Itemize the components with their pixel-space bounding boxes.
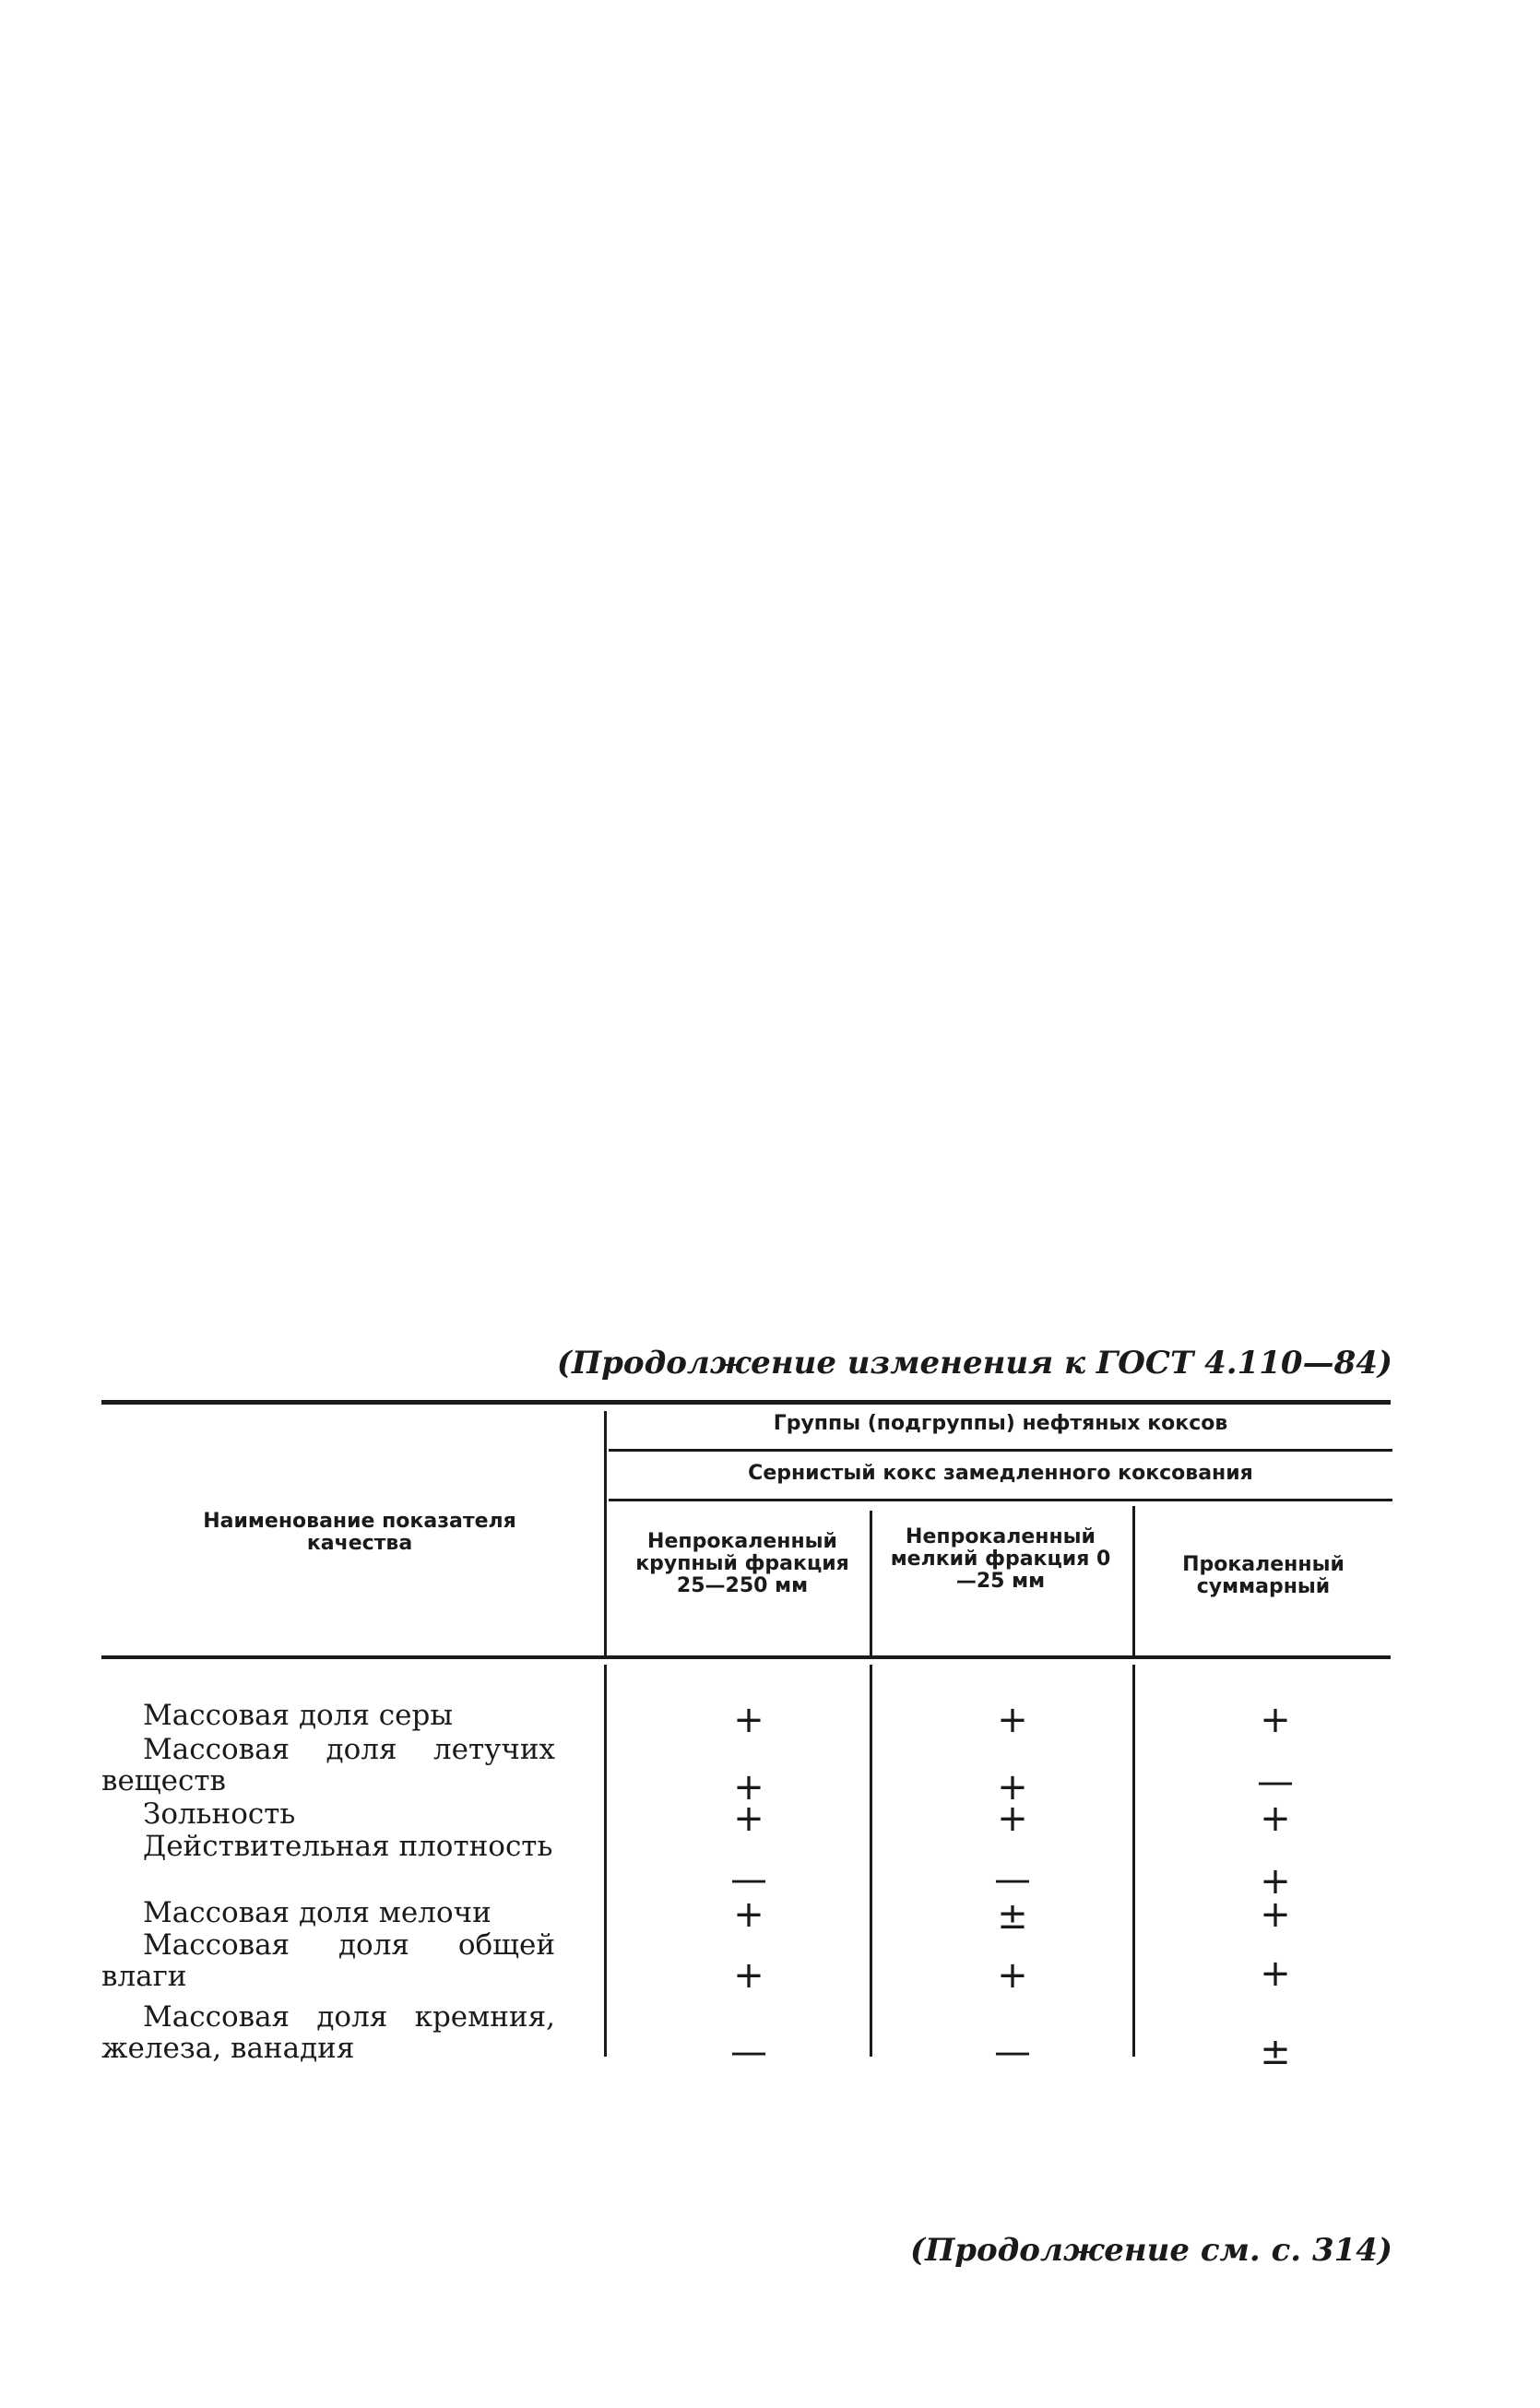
mark-r5-c2: + <box>1260 1952 1291 1995</box>
row-label-metals: Массовая доля кремния, железа, ванадия <box>101 2000 555 2065</box>
mark-r6-c0: — <box>730 2031 767 2073</box>
mark-r0-c2: + <box>1260 1699 1291 1741</box>
mark-r6-c1: — <box>994 2031 1031 2073</box>
mark-r0-c0: + <box>733 1699 764 1741</box>
mark-r1-c1: + <box>997 1766 1028 1809</box>
mark-r3-c1: — <box>994 1858 1031 1901</box>
table-top-rule <box>101 1400 1391 1405</box>
col1-header: Непрокаленный крупный фракция 25—250 мм <box>635 1530 849 1597</box>
mark-r0-c1: + <box>997 1699 1028 1741</box>
row-label-fines: Массовая доля мелочи <box>143 1896 492 1929</box>
mark-r1-c0: + <box>733 1766 764 1809</box>
row-label-moisture: Массовая доля общей влаги <box>101 1928 555 1993</box>
header-bottom-rule <box>101 1655 1391 1659</box>
mark-r4-c0: + <box>733 1893 764 1936</box>
body-col-divider-1 <box>870 1665 872 2057</box>
mark-r2-c2: + <box>1260 1797 1291 1840</box>
col0-header: Наименование показателя качества <box>203 1510 516 1555</box>
mark-r4-c1: ± <box>997 1895 1028 1938</box>
col3-header: Прокаленный суммарный <box>1182 1553 1345 1598</box>
col-divider-0 <box>604 1411 607 1655</box>
continuation-header: (Продолжение изменения к ГОСТ 4.110—84) <box>556 1345 1392 1382</box>
continuation-footer: (Продолжение см. с. 314) <box>910 2232 1392 2269</box>
group-header-rule <box>609 1449 1392 1452</box>
col-divider-1 <box>870 1511 872 1655</box>
row-label-ash: Зольность <box>143 1797 296 1831</box>
mark-r3-c2: + <box>1260 1860 1291 1903</box>
col2-header: Непрокаленный мелкий фракция 0—25 мм <box>890 1525 1111 1593</box>
mark-r2-c0: + <box>733 1797 764 1840</box>
group-header: Группы (подгруппы) нефтяных коксов <box>773 1412 1228 1435</box>
mark-r1-c2: — <box>1257 1761 1294 1803</box>
body-col-divider-0 <box>604 1665 607 2057</box>
body-col-divider-2 <box>1132 1665 1135 2057</box>
row-label-density: Действительная плотность <box>143 1830 553 1863</box>
mark-r6-c2: ± <box>1260 2031 1291 2073</box>
mark-r4-c2: + <box>1260 1893 1291 1936</box>
subgroup-header: Сернистый кокс замедленного коксования <box>748 1462 1253 1485</box>
mark-r5-c0: + <box>733 1954 764 1997</box>
mark-r5-c1: + <box>997 1954 1028 1997</box>
row-label-sulfur: Массовая доля серы <box>143 1699 454 1732</box>
mark-r3-c0: — <box>730 1858 767 1901</box>
col-divider-2 <box>1132 1506 1135 1655</box>
subgroup-header-rule <box>609 1499 1392 1501</box>
row-label-volatiles: Массовая доля летучих веществ <box>101 1733 555 1797</box>
mark-r2-c1: + <box>997 1797 1028 1840</box>
